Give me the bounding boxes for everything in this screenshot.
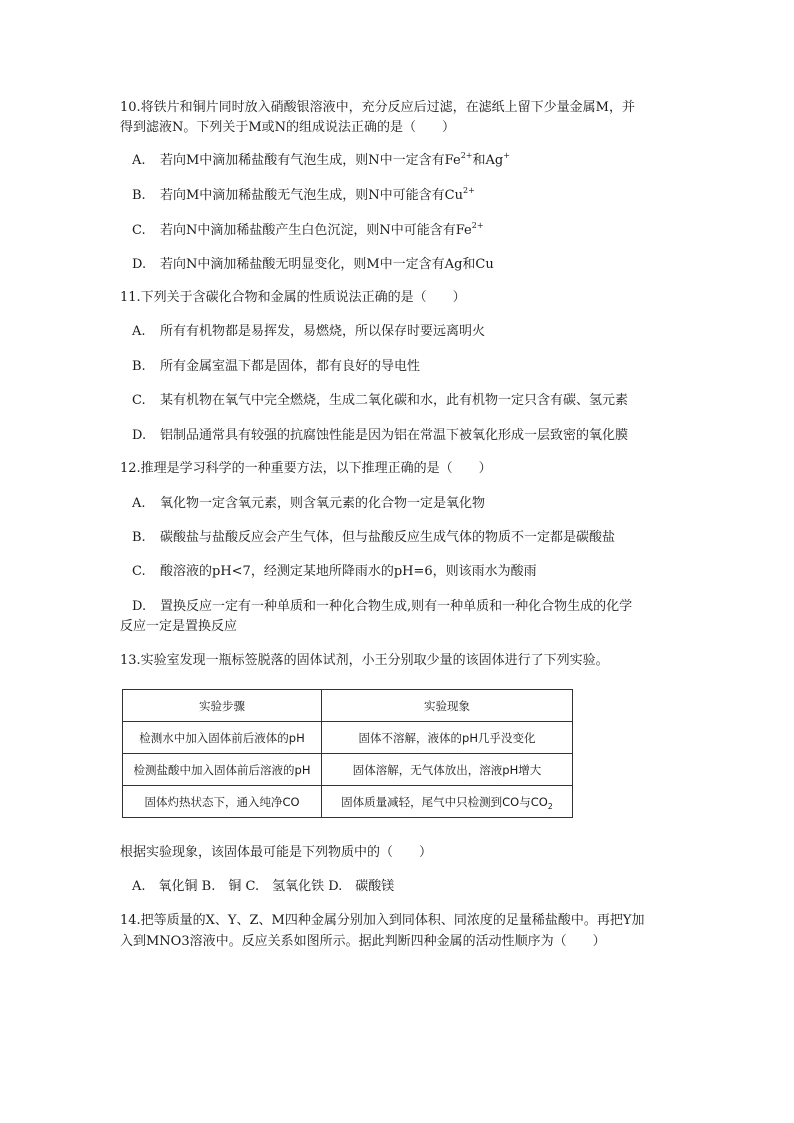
q11-stem: 11.下列关于含碳化合物和金属的性质说法正确的是（ ）: [120, 290, 466, 305]
option-label: D.: [132, 257, 147, 272]
q10-option-c: [132, 221, 484, 241]
subscript: 2: [547, 801, 553, 811]
experiment-table: [122, 689, 573, 818]
table-row: [123, 722, 573, 754]
table-cell: [322, 786, 573, 818]
option-text: 所有金属室温下都是固体，都有良好的导电性: [160, 359, 421, 374]
table-row: [123, 786, 573, 818]
table-cell: 固体溶解，无气体放出，溶液pH增大: [322, 754, 573, 786]
option-text: 铝制品通常具有较强的抗腐蚀性能是因为铝在常温下被氧化形成一层致密的氧化膜: [160, 428, 629, 443]
superscript: 2+: [471, 221, 484, 230]
option-label: D.: [132, 599, 147, 614]
q12-option-c: [132, 562, 537, 582]
table-cell: 检测盐酸中加入固体前后溶液的pH: [123, 754, 322, 786]
option-label: B.: [132, 188, 146, 203]
option-label: C.: [132, 223, 146, 238]
q10-stem-line1: 10.将铁片和铜片同时放入硝酸银溶液中，充分反应后过滤，在滤纸上留下少量金属M，并: [120, 100, 635, 115]
option-text: 若向N中滴加稀盐酸无明显变化，则M中一定含有Ag和Cu: [160, 257, 494, 272]
option-text: 氧化物一定含氧元素，则含氧元素的化合物一定是氧化物: [160, 496, 486, 511]
option-label: C.: [132, 393, 146, 408]
option-label: A.: [132, 324, 146, 339]
q10-option-b: [132, 186, 475, 206]
q14-stem-line1: 14.把等质量的X、Y、Z、M四种金属分别加入到同体积、同浓度的足量稀盐酸中。再把Y加: [120, 913, 645, 928]
table-header: 实验现象: [322, 690, 573, 722]
q14-stem-line2: 入到MNO3溶液中。反应关系如图所示。据此判断四种金属的活动性顺序为（ ）: [120, 934, 606, 949]
superscript: +: [503, 151, 510, 160]
q10-option-d: [132, 255, 494, 275]
superscript: 2+: [460, 151, 473, 160]
option-label: B.: [132, 359, 146, 374]
table-cell: 检测水中加入固体前后液体的pH: [123, 722, 322, 754]
option-text: 若向M中滴加稀盐酸无气泡生成，则N中可能含有Cu: [160, 188, 464, 203]
option-text: 某有机物在氧气中完全燃烧，生成二氧化碳和水，此有机物一定只含有碳、氢元素: [160, 393, 629, 408]
q11-option-b: [132, 357, 420, 377]
q13-stem: 13.实验室发现一瓶标签脱落的固体试剂，小王分别取少量的该固体进行了下列实验。: [120, 653, 609, 668]
q12-stem: 12.推理是学习科学的一种重要方法，以下推理正确的是（ ）: [120, 461, 492, 476]
q11-option-a: [132, 322, 485, 342]
superscript: 2+: [463, 186, 475, 195]
q10-stem-line2: 得到滤液N。下列关于M或N的组成说法正确的是（ ）: [120, 120, 456, 135]
option-text: 酸溶液的pH<7，经测定某地所降雨水的pH=6，则该雨水为酸雨: [160, 564, 537, 579]
table-header-row: [123, 690, 573, 722]
q12-option-b: [132, 528, 615, 548]
q10-option-a: [132, 151, 510, 171]
option-label: C.: [132, 564, 146, 579]
q13-question: 根据实验现象，该固体最可能是下列物质中的（ ）: [120, 845, 433, 860]
q13-options: A. 氧化铜 B. 铜 C. 氢氧化铁 D. 碳酸镁: [132, 879, 395, 894]
table-cell: 固体灼热状态下，通入纯净CO: [123, 786, 322, 818]
option-label: A.: [132, 496, 146, 511]
option-text: 若向M中滴加稀盐酸有气泡生成，则N中一定含有Fe: [160, 153, 461, 168]
option-text: 碳酸盐与盐酸反应会产生气体，但与盐酸反应生成气体的物质不一定都是碳酸盐: [160, 530, 616, 545]
option-text: 置换反应一定有一种单质和一种化合物生成,则有一种单质和一种化合物生成的化学: [160, 599, 633, 614]
table-cell: 固体不溶解，液体的pH几乎没变化: [322, 722, 573, 754]
cell-text: 固体质量减轻，尾气中只检测到CO与CO: [341, 794, 548, 809]
table-header: 实验步骤: [123, 690, 322, 722]
table-row: [123, 754, 573, 786]
q11-option-c: [132, 391, 628, 411]
q12-option-a: [132, 494, 485, 514]
option-text-mid: 和Ag: [472, 153, 504, 168]
option-label: A.: [132, 153, 146, 168]
option-text: 所有有机物都是易挥发，易燃烧，所以保存时要远离明火: [160, 324, 486, 339]
q12-option-d-continued: 反应一定是置换反应: [120, 619, 238, 634]
q12-option-d: [132, 597, 632, 617]
option-text: 若向N中滴加稀盐酸产生白色沉淀，则N中可能含有Fe: [160, 223, 472, 238]
option-label: D.: [132, 428, 147, 443]
q11-option-d: [132, 426, 628, 446]
option-label: B.: [132, 530, 146, 545]
